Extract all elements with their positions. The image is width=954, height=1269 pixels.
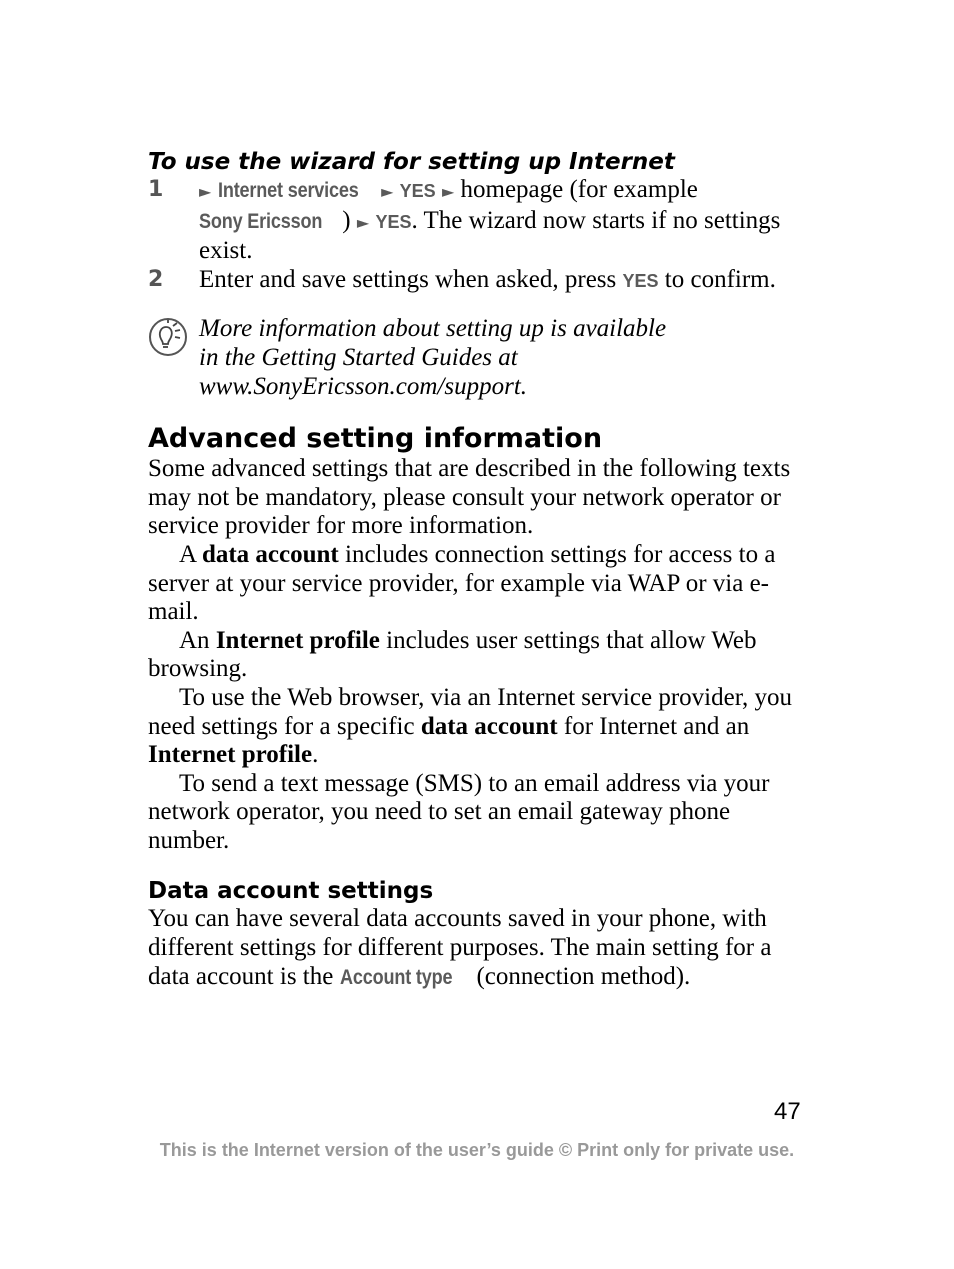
menu-internet-services: Internet services (217, 179, 359, 202)
step-text-rest: . The wizard now starts if no settings exist. (199, 206, 781, 265)
step-2 (148, 266, 808, 296)
page-number: 47 (774, 1098, 801, 1125)
tip-note (148, 315, 808, 401)
text: for Internet and an (563, 712, 750, 740)
arrow-right-icon: ► (356, 212, 370, 232)
text: (connection method). (476, 962, 691, 990)
menu-account-type: Account type (339, 965, 452, 989)
text: includes connection settings for access to a server at your service provider, for example via WAP or via e-mail. (148, 540, 776, 626)
advanced-body (148, 455, 808, 855)
step-number: 2 (148, 266, 164, 292)
data-account-heading: Data account settings (148, 878, 434, 905)
text: A (179, 540, 196, 568)
text: An (179, 626, 210, 654)
text: . (312, 741, 319, 769)
menu-yes: YES (399, 181, 436, 201)
step-text (199, 176, 808, 266)
step-number: 1 (148, 177, 164, 202)
text: To use the Web browser, via an Internet service provider, you need settings for a specific (148, 683, 793, 740)
arrow-right-icon: ► (199, 182, 212, 201)
step-text-paren: ) (342, 206, 351, 234)
menu-yes: YES (622, 270, 659, 291)
tip-text (199, 315, 666, 401)
paragraph (148, 684, 808, 770)
paragraph: Some advanced settings that are described in the following texts may not be mandatory, please consult your network operator or service provider for more information. (148, 455, 791, 540)
step-1 (148, 176, 808, 266)
term-internet-profile: Internet profile (215, 626, 380, 654)
data-account-body (148, 905, 808, 992)
step-text-before: Enter and save settings when asked, press (199, 265, 617, 293)
term-internet-profile: Internet profile (148, 741, 313, 769)
step-text-homepage: homepage (for example (460, 176, 698, 203)
paragraph (148, 541, 808, 627)
text: You can have several data accounts saved in your phone, with different settings for different purposes. The main setting for a data account is the (148, 905, 772, 990)
step-text-after: to confirm. (664, 265, 776, 293)
wizard-heading: To use the wizard for setting up Internet (148, 149, 675, 175)
arrow-right-icon: ► (381, 182, 394, 201)
menu-yes: YES (375, 211, 412, 232)
manual-page (148, 140, 808, 992)
text: includes user settings that allow Web browsing. (148, 626, 757, 683)
paragraph (148, 905, 808, 992)
tip-line: in the Getting Started Guides at (199, 343, 518, 371)
term-data-account: data account (420, 712, 558, 740)
arrow-right-icon: ► (441, 182, 455, 201)
tip-url: www.SonyEricsson.com/support. (199, 372, 528, 400)
lightbulb-tip-icon (148, 315, 199, 401)
footer-note: This is the Internet version of the user’s guide © Print only for private use. (159, 1140, 795, 1160)
term-data-account: data account (201, 540, 339, 568)
tip-line: More information about setting up is available (199, 315, 667, 343)
paragraph (148, 627, 808, 684)
menu-sony-ericsson: Sony Ericsson (199, 209, 323, 233)
advanced-heading: Advanced setting information (148, 423, 603, 455)
paragraph: To send a text message (SMS) to an email address via your network operator, you need to set an email gateway phone number. (148, 769, 770, 854)
step-text (199, 266, 808, 296)
